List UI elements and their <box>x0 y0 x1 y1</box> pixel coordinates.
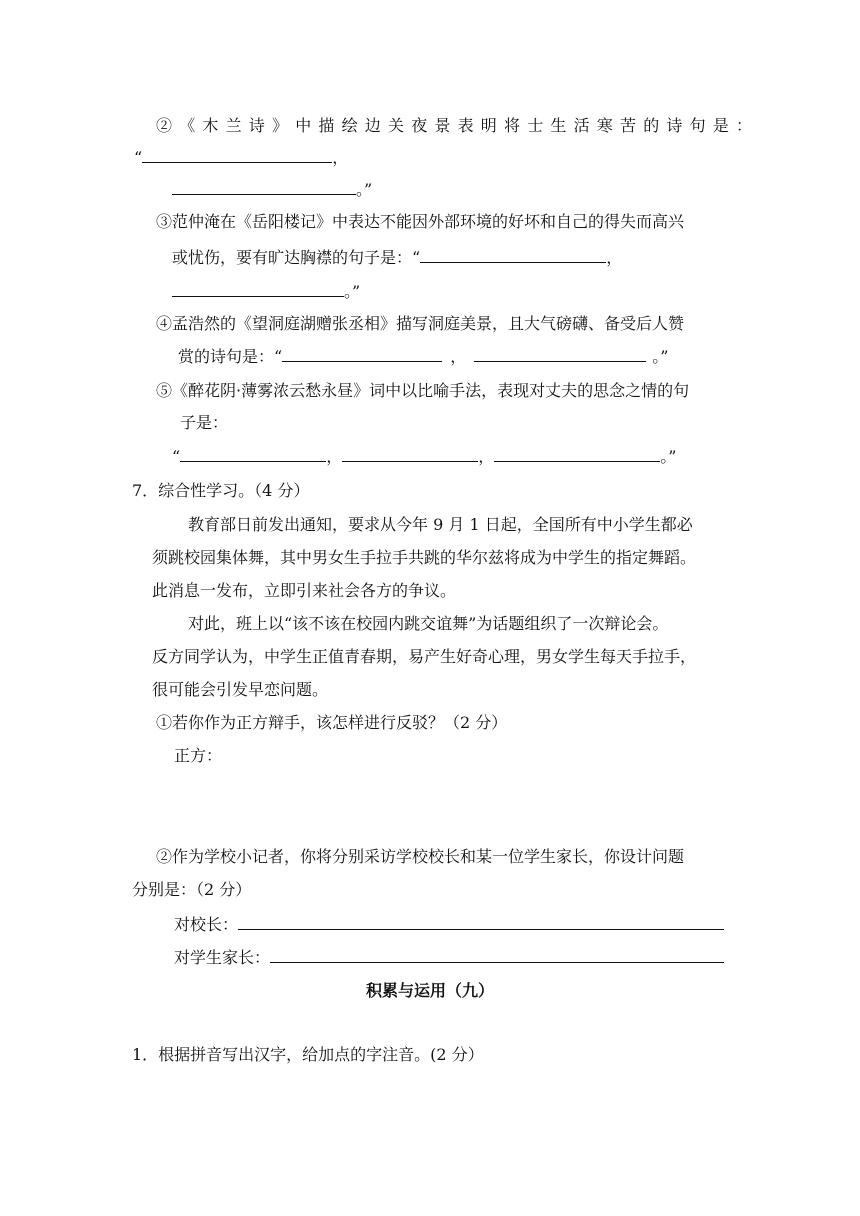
principal-label: 对校长： <box>174 915 239 934</box>
q7-parent-row <box>174 946 724 969</box>
q7-sub2-line2: 分别是：（2 分） <box>132 880 252 899</box>
q6-item3-line3 <box>172 280 360 303</box>
answer-blank[interactable] <box>342 445 478 462</box>
comma: ， <box>478 447 495 466</box>
close-quote: 。” <box>660 447 677 466</box>
parent-question-blank[interactable] <box>270 946 724 963</box>
q6-item3-line1: ③范仲淹在《岳阳楼记》中表达不能因外部环境的好坏和自己的得失而高兴 <box>156 212 685 231</box>
open-quote: “ <box>134 148 143 167</box>
open-quote: “ <box>172 447 181 466</box>
answer-blank[interactable] <box>474 345 646 362</box>
parent-label: 对学生家长： <box>174 948 271 967</box>
answer-blank[interactable] <box>282 345 442 362</box>
q6-item4-line2 <box>178 345 668 368</box>
q7-para1-line1: 教育部日前发出通知，要求从今年 9 月 1 日起，全国所有中小学生都必 <box>188 515 693 534</box>
section-title: 积累与运用（九） <box>365 981 494 1000</box>
q7-sub2-line1: ②作为学校小记者，你将分别采访学校校长和某一位学生家长，你设计问题 <box>156 847 685 866</box>
close-quote: 。” <box>344 282 361 301</box>
q7-heading: 7．综合性学习。（4 分） <box>132 481 310 500</box>
answer-blank[interactable] <box>172 280 344 297</box>
q7-principal-row <box>174 913 724 936</box>
q1-heading: 1．根据拼音写出汉字，给加点的字注音。(2 分） <box>132 1045 484 1064</box>
q6-item5-line3 <box>172 445 676 468</box>
q6-item5-line1: ⑤《醉花阴·薄雾浓云愁永昼》词中以比喻手法，表现对丈夫的思念之情的句 <box>156 381 690 400</box>
q7-para2-line2: 反方同学认为，中学生正值青春期，易产生好奇心理，男女学生每天手拉手， <box>152 647 697 666</box>
q6-item5-line2: 子是： <box>180 413 229 432</box>
q6-item4-line1: ④孟浩然的《望洞庭湖赠张丞相》描写洞庭美景，且大气磅礴、备受后人赞 <box>156 314 685 333</box>
close-quote: 。” <box>356 180 373 199</box>
answer-blank[interactable] <box>142 146 332 163</box>
answer-blank[interactable] <box>172 178 356 195</box>
comma: ， <box>332 148 349 167</box>
comma: ， <box>326 447 343 466</box>
q7-para2-line1: 对此，班上以“该不该在校园内跳交谊舞”为话题组织了一次辩论会。 <box>188 614 669 633</box>
q6-item3-line2 <box>172 246 622 269</box>
q7-para2-line3: 很可能会引发早恋问题。 <box>152 680 329 699</box>
q7-sub1-answer-area[interactable] <box>174 770 724 830</box>
comma: ， <box>450 347 467 366</box>
q6-item2-line3 <box>172 178 372 201</box>
close-quote: 。” <box>652 347 669 366</box>
answer-blank[interactable] <box>420 246 606 263</box>
principal-question-blank[interactable] <box>238 913 724 930</box>
q7-sub1-answer-label: 正方： <box>174 746 223 765</box>
q6-item4-prefix: 赏的诗句是：“ <box>178 347 283 366</box>
q6-item2-line2 <box>134 146 348 169</box>
q6-item2-line1: ②《木兰诗》中描绘边关夜景表明将士生活寒苦的诗句是： <box>156 116 760 135</box>
q6-item3-prefix: 或忧伤，要有旷达胸襟的句子是：“ <box>172 248 421 267</box>
q7-para1-line2: 须跳校园集体舞，其中男女生手拉手共跳的华尔兹将成为中学生的指定舞蹈。 <box>152 548 697 567</box>
comma: ， <box>606 248 623 267</box>
answer-blank[interactable] <box>180 445 326 462</box>
q7-para1-line3: 此消息一发布，立即引来社会各方的争议。 <box>152 581 457 600</box>
q7-sub1: ①若你作为正方辩手，该怎样进行反驳？（2 分） <box>156 713 508 732</box>
answer-blank[interactable] <box>494 445 660 462</box>
